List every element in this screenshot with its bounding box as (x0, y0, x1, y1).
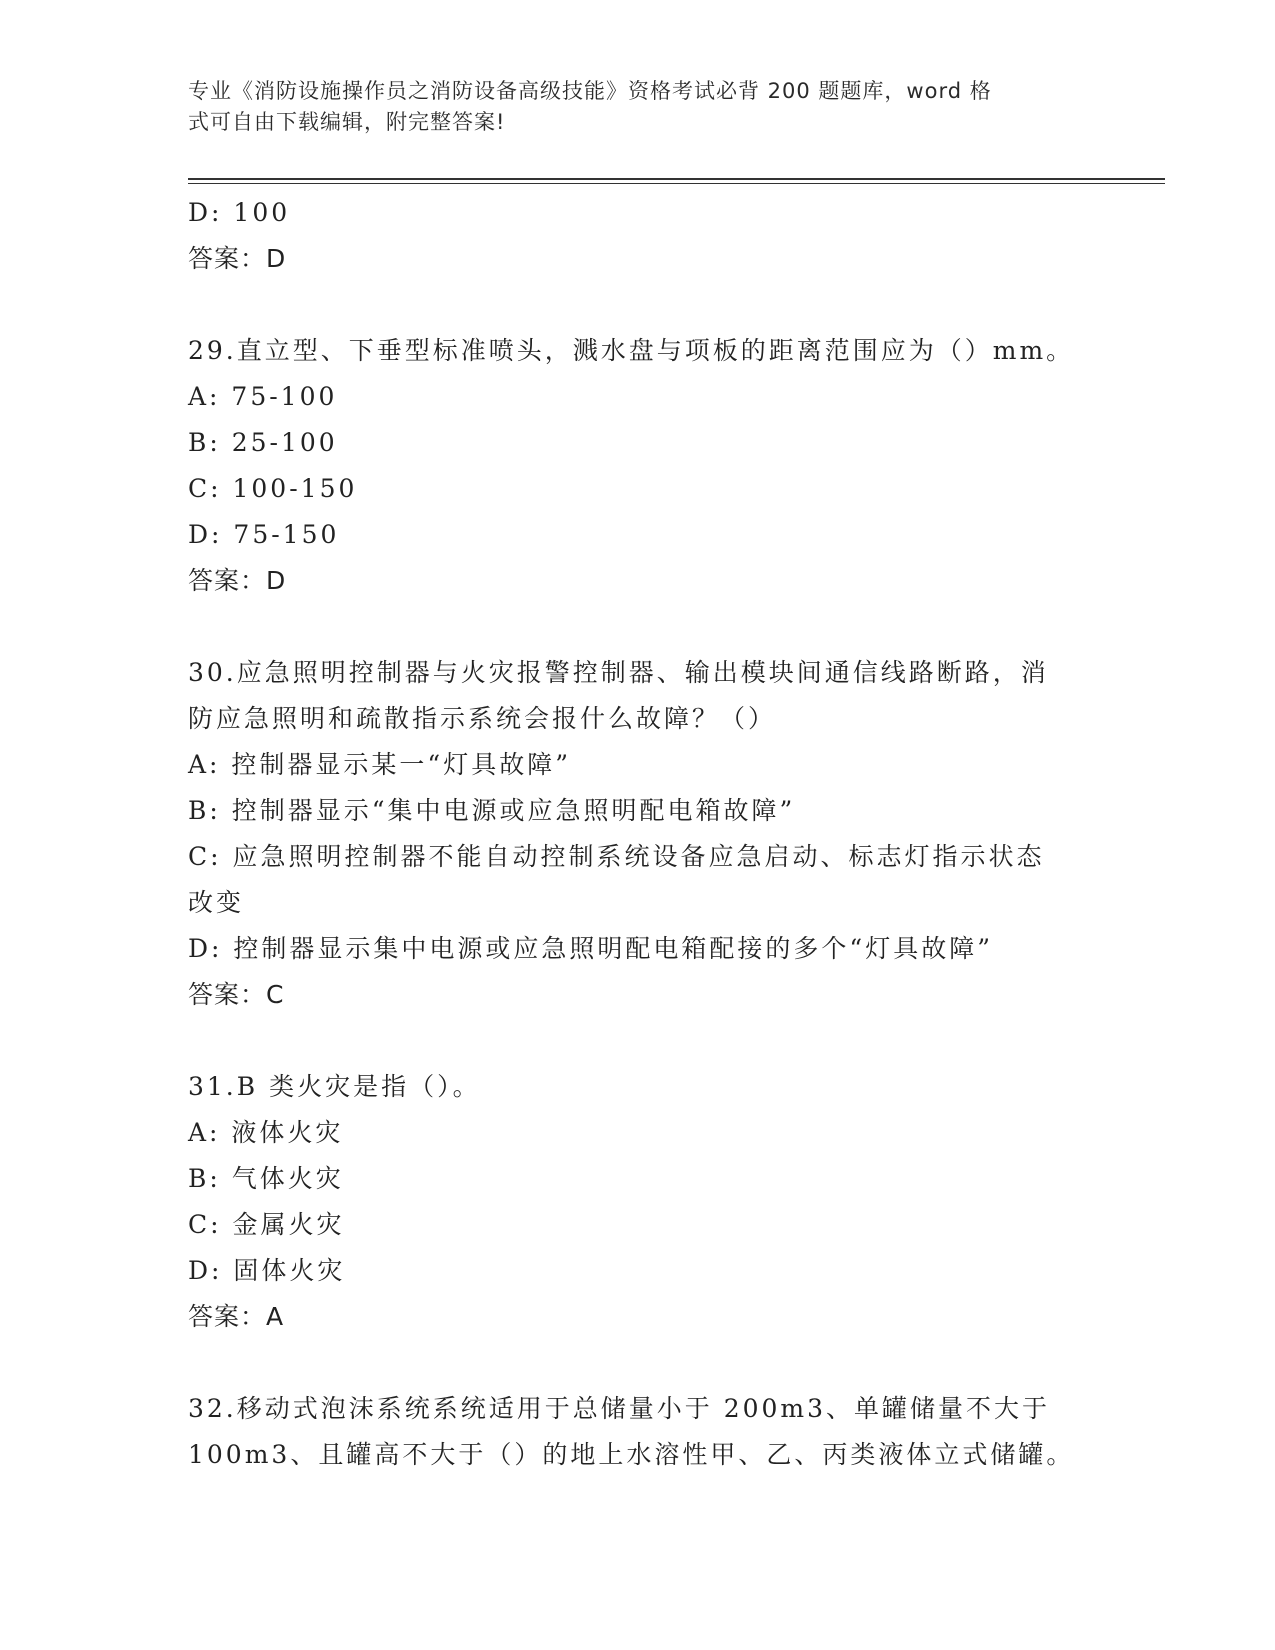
option-d: D: 控制器显示集中电源或应急照明配电箱配接的多个“灯具故障” (188, 934, 993, 963)
question-stem-line-2: 防应急照明和疏散指示系统会报什么故障？（） (188, 704, 777, 733)
prev-answer: 答案：D (188, 244, 287, 273)
question-32 (188, 1386, 1088, 1478)
question-stem-line-1: 30.应急照明控制器与火灾报警控制器、输出模块间通信线路断路，消 (188, 658, 1049, 687)
spacer (188, 1340, 1088, 1386)
header-divider-thick (188, 178, 1165, 180)
option-c: C: 100-150 (188, 474, 358, 503)
question-list (188, 190, 1088, 1478)
option-c: C: 金属火灾 (188, 1210, 345, 1239)
question-31 (188, 1064, 1088, 1340)
option-c: C: 应急照明控制器不能自动控制系统设备应急启动、标志灯指示状态 (188, 842, 1045, 871)
option-a: A: 液体火灾 (188, 1118, 344, 1147)
option-b: B: 控制器显示“集中电源或应急照明配电箱故障” (188, 796, 796, 825)
spacer (188, 282, 1088, 328)
option-a: A: 75-100 (188, 382, 338, 411)
option-c-continued: 改变 (188, 888, 245, 917)
question-29 (188, 328, 1088, 604)
prev-option-d: D: 100 (188, 198, 291, 227)
question-stem-line-1: 32.移动式泡沫系统系统适用于总储量小于 200m3、单罐储量不大于 (188, 1394, 1051, 1423)
option-a: A: 控制器显示某一“灯具故障” (188, 750, 571, 779)
option-b: B: 气体火灾 (188, 1164, 344, 1193)
header-line-2: 式可自由下载编辑，附完整答案! (188, 110, 506, 134)
answer: 答案：D (188, 566, 287, 595)
spacer (188, 604, 1088, 650)
option-d: D: 75-150 (188, 520, 340, 549)
option-b: B: 25-100 (188, 428, 338, 457)
header-line-1: 专业《消防设施操作员之消防设备高级技能》资格考试必背 200 题题库，word 格 (188, 79, 992, 103)
spacer (188, 1018, 1088, 1064)
answer: 答案：C (188, 980, 285, 1009)
header-divider-thin (188, 183, 1165, 184)
document-header (188, 76, 1088, 138)
question-stem-line-2: 100m3、且罐高不大于（）的地上水溶性甲、乙、丙类液体立式储罐。 (188, 1440, 1075, 1469)
option-d: D: 固体火灾 (188, 1256, 346, 1285)
question-stem: 31.B 类火灾是指（）。 (188, 1072, 481, 1101)
question-stem: 29.直立型、下垂型标准喷头，溅水盘与项板的距离范围应为（）mm。 (188, 336, 1075, 365)
question-30 (188, 650, 1088, 1018)
answer: 答案：A (188, 1302, 285, 1331)
